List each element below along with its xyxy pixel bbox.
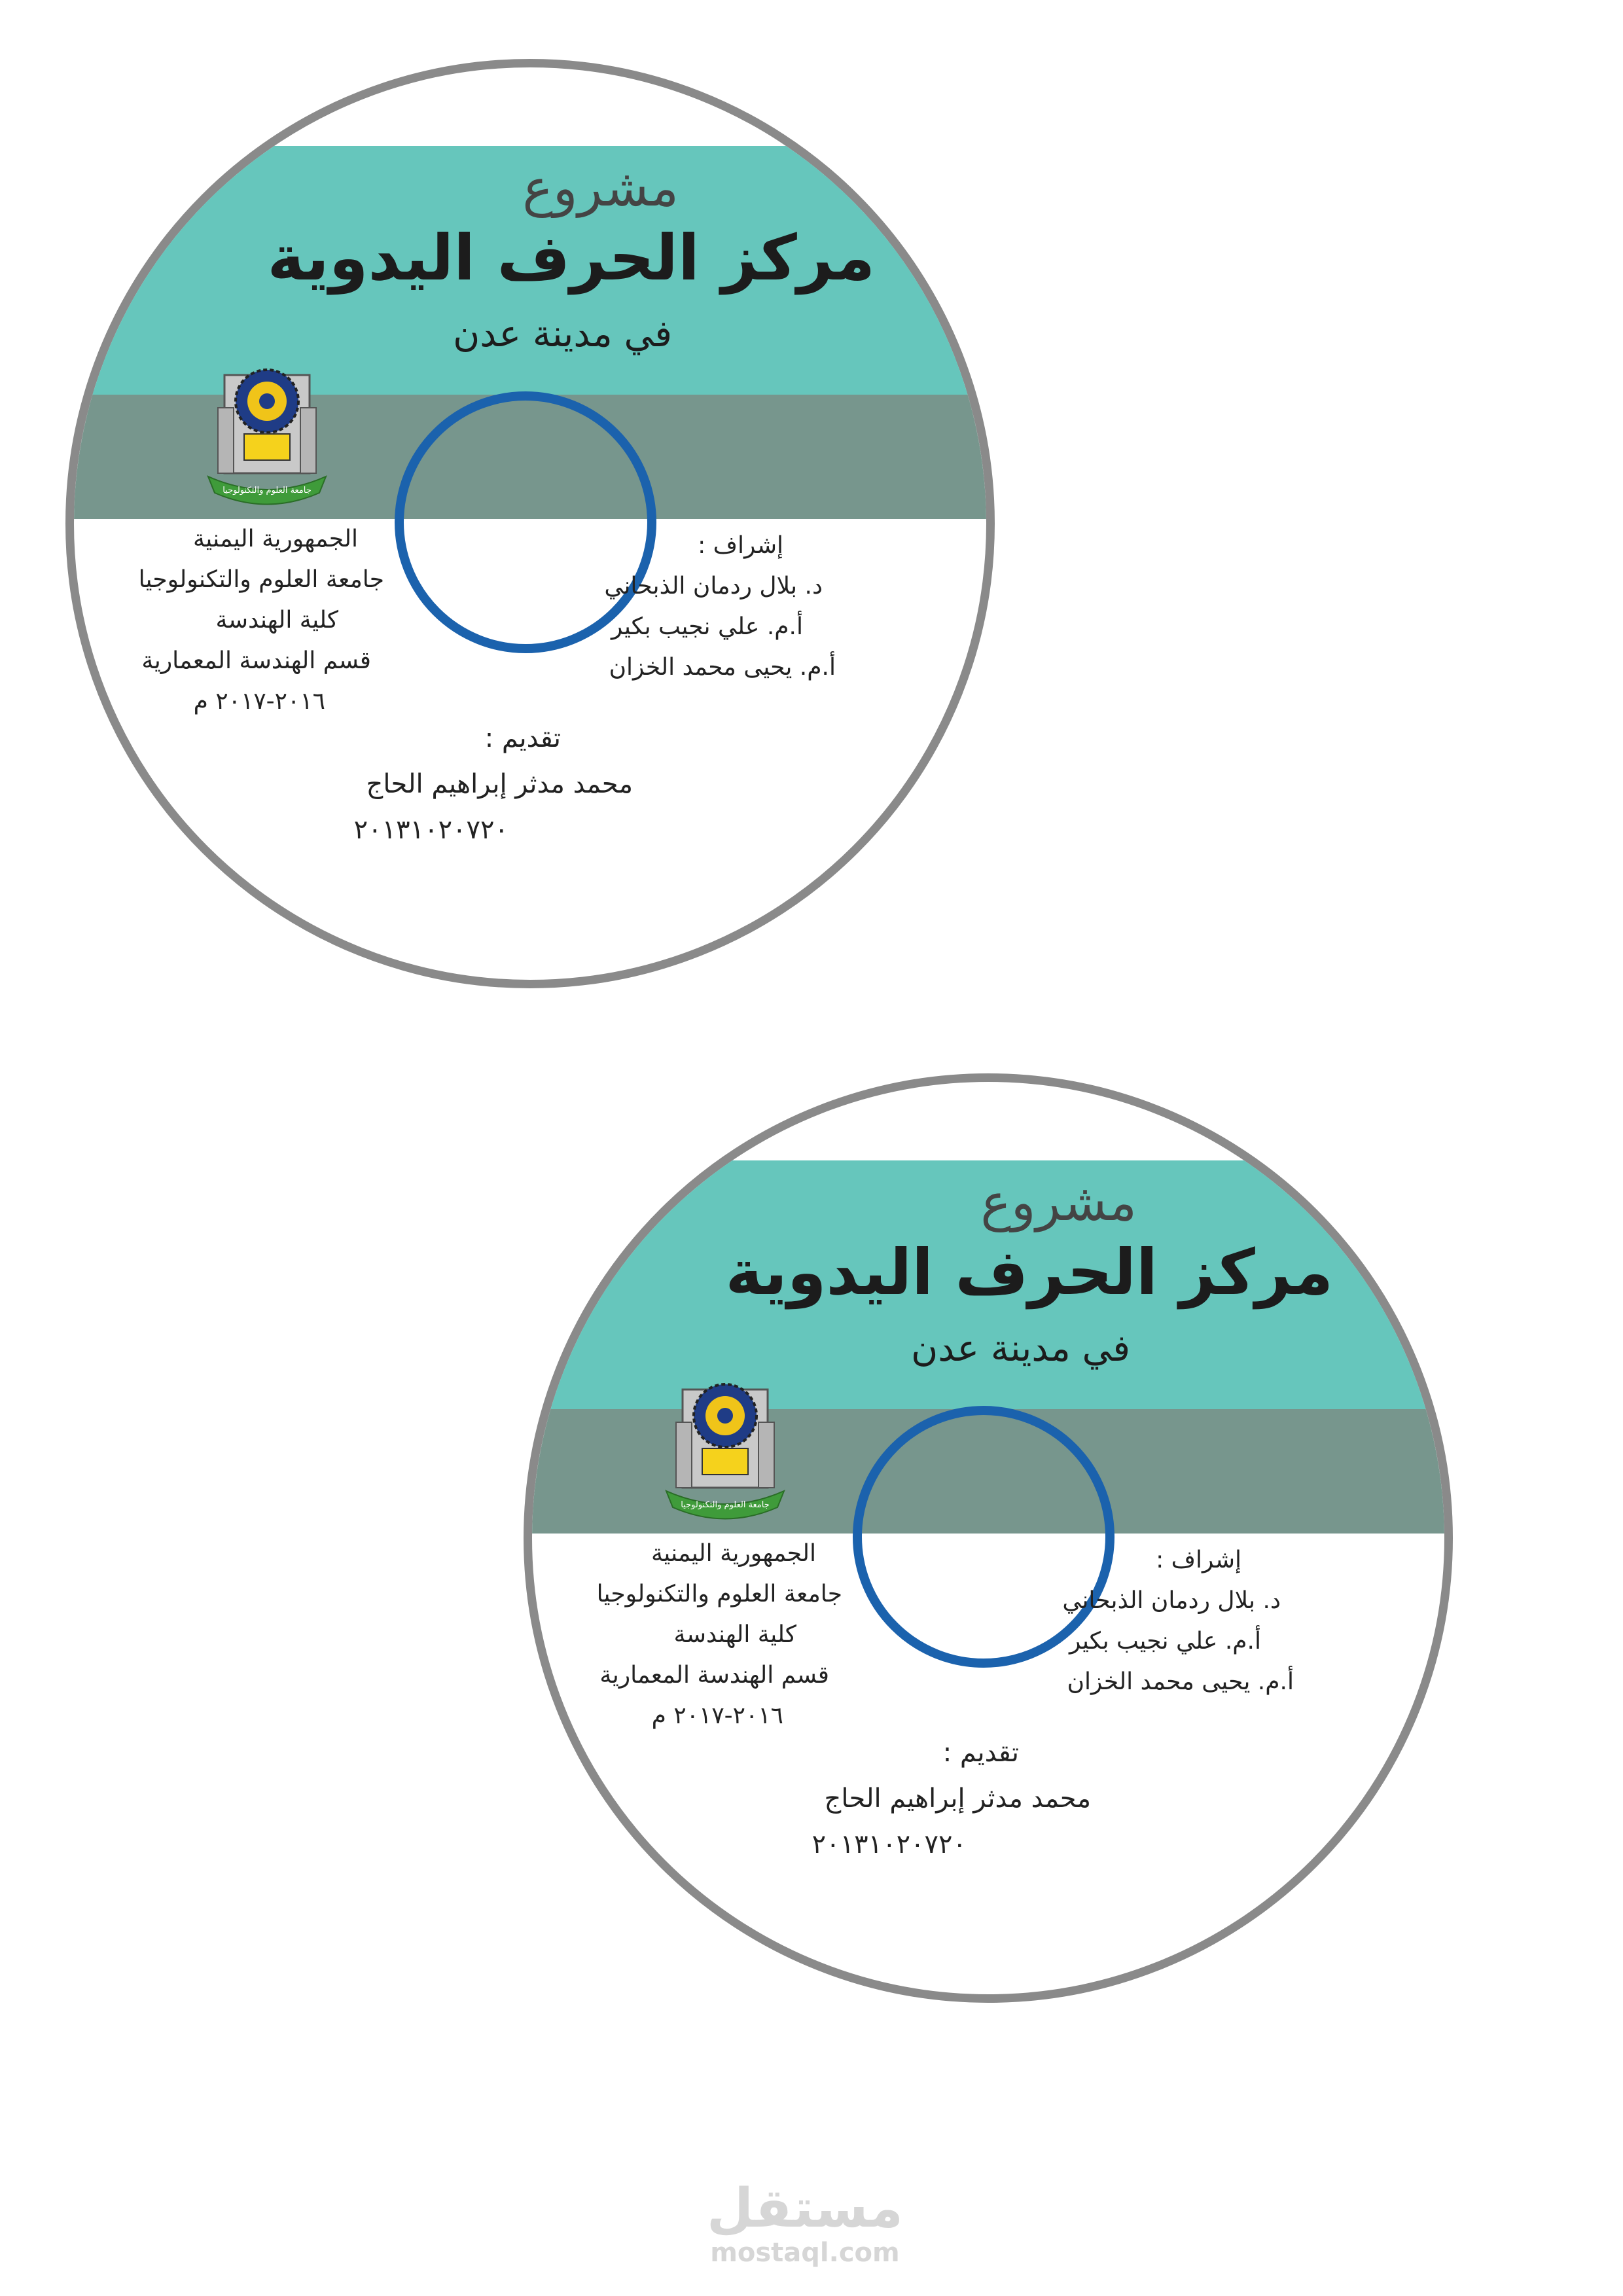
- university-logo-icon: [198, 362, 336, 512]
- watermark-latin: mostaql.com: [710, 2238, 900, 2268]
- svg-text:جامعة العلوم والتكنولوجيا: جامعة العلوم والتكنولوجيا: [223, 486, 312, 495]
- supervision-block: [604, 526, 836, 688]
- supervisor-name: أ.م. علي نجيب بكير: [1069, 1628, 1261, 1655]
- supervisor-name: د. بلال ردمان الذبحاني: [1062, 1587, 1281, 1614]
- project-subtitle: في مدينة عدن: [453, 313, 672, 355]
- supervision-block: [1062, 1540, 1294, 1702]
- supervision-heading: إشراف :: [1156, 1547, 1241, 1573]
- institution-line: جامعة العلوم والتكنولوجيا: [596, 1581, 842, 1607]
- institution-line: كلية الهندسة: [215, 607, 338, 634]
- institution-line: كلية الهندسة: [673, 1621, 796, 1648]
- mostaql-watermark: [707, 2179, 903, 2267]
- project-kicker: مشروع: [522, 159, 679, 218]
- supervisor-name: أ.م. يحيى محمد الخزان: [1067, 1668, 1294, 1695]
- presented-heading: تقديم :: [942, 1738, 1019, 1768]
- cd-label-2: [524, 1073, 1453, 2003]
- project-kicker: مشروع: [980, 1174, 1137, 1232]
- svg-text:جامعة العلوم والتكنولوجيا: جامعة العلوم والتكنولوجيا: [681, 1500, 770, 1510]
- academic-year: ٢٠١٦-٢٠١٧ م: [651, 1702, 783, 1729]
- institution-block: [596, 1534, 842, 1736]
- student-name: محمد مدثر إبراهيم الحاج: [366, 769, 633, 799]
- supervision-heading: إشراف :: [698, 532, 783, 559]
- supervisor-name: د. بلال ردمان الذبحاني: [604, 573, 823, 600]
- presented-heading: تقديم :: [484, 723, 561, 753]
- university-logo-icon: [656, 1376, 794, 1527]
- institution-line: الجمهورية اليمنية: [651, 1540, 816, 1567]
- supervisor-name: أ.م. علي نجيب بكير: [611, 613, 803, 640]
- presenter-block: [353, 715, 633, 853]
- institution-line: الجمهورية اليمنية: [192, 526, 358, 552]
- institution-line: قسم الهندسة المعمارية: [141, 647, 371, 674]
- project-title: مركز الحرف اليدوية: [725, 1236, 1333, 1309]
- academic-year: ٢٠١٦-٢٠١٧ م: [193, 688, 325, 715]
- institution-line: جامعة العلوم والتكنولوجيا: [138, 566, 384, 593]
- supervisor-name: أ.م. يحيى محمد الخزان: [609, 654, 836, 681]
- cd-label-1: [65, 59, 995, 988]
- presenter-block: [812, 1730, 1091, 1867]
- student-name: محمد مدثر إبراهيم الحاج: [824, 1784, 1091, 1814]
- student-id: ٢٠١٣١٠٢٠٧٢٠: [353, 815, 508, 845]
- watermark-arabic: مستقل: [707, 2178, 903, 2240]
- institution-block: [138, 519, 384, 722]
- project-title: مركز الحرف اليدوية: [267, 221, 875, 295]
- student-id: ٢٠١٣١٠٢٠٧٢٠: [812, 1829, 967, 1859]
- project-subtitle: في مدينة عدن: [911, 1327, 1130, 1370]
- institution-line: قسم الهندسة المعمارية: [599, 1662, 829, 1689]
